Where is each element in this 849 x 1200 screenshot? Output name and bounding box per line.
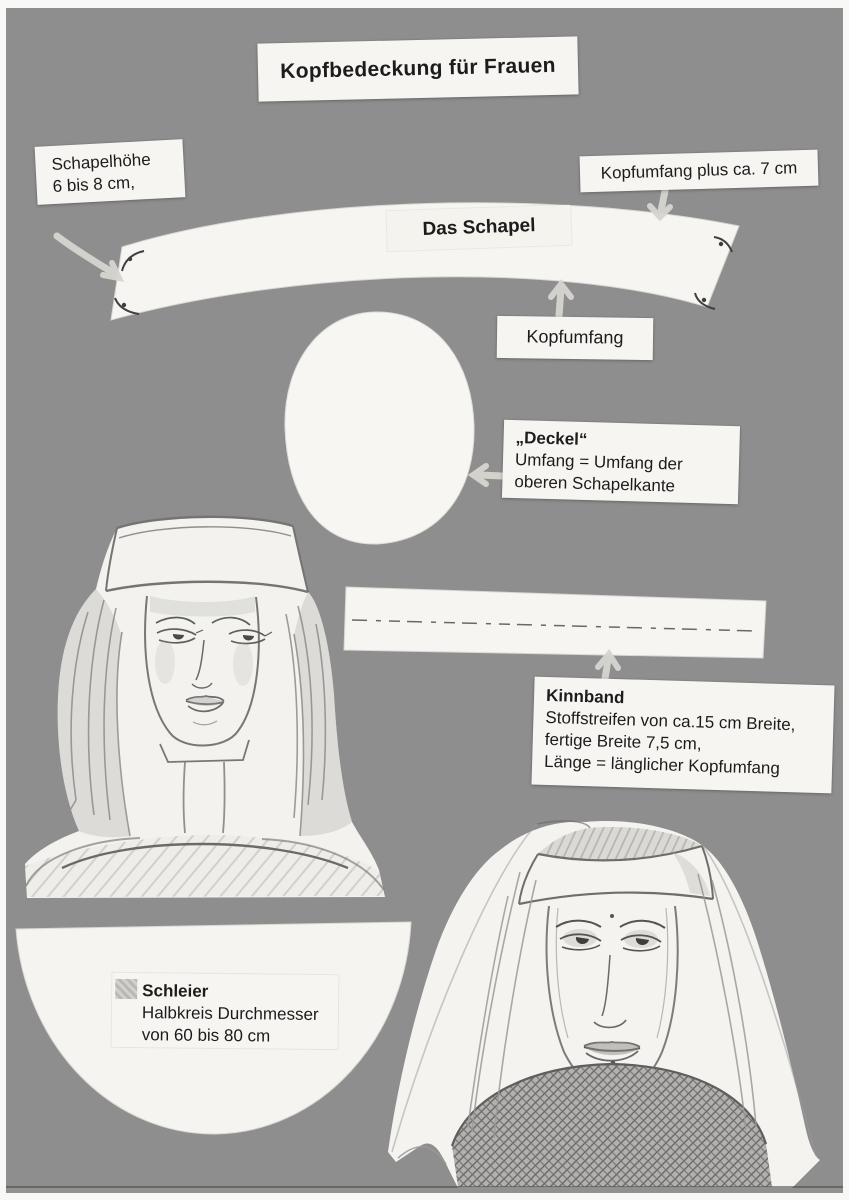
deckel-line2: oberen Schapelkante bbox=[514, 472, 676, 496]
schleier-line1: Halbkreis Durchmesser bbox=[141, 1003, 319, 1025]
kinnband-line3: Länge = länglicher Kopfumfang bbox=[543, 752, 781, 779]
arrow-kopfumfang-up bbox=[551, 284, 571, 316]
schapelhoehe-line2: 6 bis 8 cm, bbox=[52, 172, 136, 197]
label-deckel bbox=[502, 420, 740, 505]
kinnband-strip-shape bbox=[344, 587, 766, 658]
woman-veil-drawing bbox=[388, 821, 820, 1188]
label-schleier bbox=[112, 973, 339, 1049]
glue-smudge bbox=[115, 979, 137, 999]
deckel-oval-shape bbox=[285, 312, 474, 544]
arrow-schapelhoehe bbox=[57, 236, 119, 278]
schleier-title: Schleier bbox=[142, 981, 209, 1001]
page-bottom-shadow bbox=[6, 1186, 843, 1193]
schleier-line2: von 60 bis 80 cm bbox=[141, 1025, 271, 1046]
kinnband-line1: Stoffstreifen von ca.15 cm Breite, bbox=[545, 708, 796, 735]
label-kopfumfang: Kopfumfang bbox=[497, 316, 654, 360]
label-das-schapel: Das Schapel bbox=[386, 205, 571, 251]
label-kinnband bbox=[531, 677, 834, 794]
page-title: Kopfbedeckung für Frauen bbox=[257, 36, 578, 101]
kinnband-line2: fertige Breite 7,5 cm, bbox=[544, 730, 702, 754]
kinnband-title: Kinnband bbox=[545, 685, 625, 708]
deckel-line1: Umfang = Umfang der bbox=[514, 450, 683, 474]
schapelhoehe-line1: Schapelhöhe bbox=[51, 149, 152, 175]
label-schapelhoehe bbox=[35, 139, 186, 205]
woman-front-schapel-drawing bbox=[25, 517, 385, 898]
arrow-kopfumfang-plus-down bbox=[650, 191, 670, 217]
label-kopfumfang-plus: Kopfumfang plus ca. 7 cm bbox=[580, 150, 819, 193]
arrow-deckel-left bbox=[473, 466, 502, 484]
deckel-title: „Deckel“ bbox=[515, 428, 588, 450]
